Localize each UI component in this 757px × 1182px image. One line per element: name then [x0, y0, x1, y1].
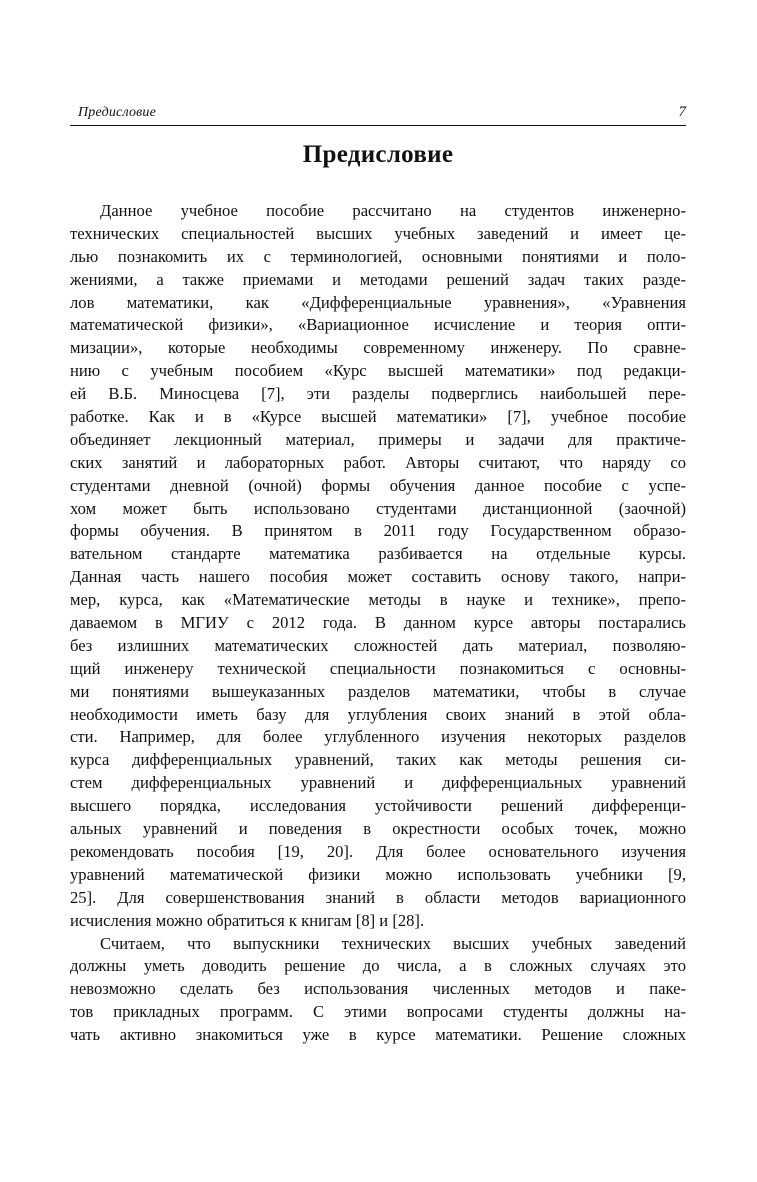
- text-line: ских занятий и лабораторных работ. Авторы считают, что наряду со: [70, 452, 686, 472]
- paragraph: [70, 200, 686, 933]
- text-line: мизации», которые необходимы современному инженеру. По сравне-: [70, 338, 686, 358]
- text-line: Считаем, что выпускники технических высших учебных заведений: [100, 933, 686, 953]
- text-line: тов прикладных программ. С этими вопросами студенты должны на-: [70, 1002, 686, 1022]
- text-line: рекомендовать пособия [19, 20]. Для более основательного изучения: [70, 841, 686, 861]
- text-line: технических специальностей высших учебных заведений и имеет це-: [70, 223, 686, 243]
- text-line: 25]. Для совершенствования знаний в области методов вариационного: [70, 887, 686, 907]
- text-line: должны уметь доводить решение до числа, а в сложных случаях это: [70, 956, 686, 976]
- text-line: нию с учебным пособием «Курс высшей математики» под редакци-: [70, 361, 686, 381]
- text-line: высшего порядка, исследования устойчивости решений дифференци-: [70, 796, 686, 816]
- text-line: ей В.Б. Миносцева [7], эти разделы подверглись наибольшей пере-: [70, 384, 686, 404]
- text-line: необходимости иметь базу для углубления своих знаний в этой обла-: [70, 704, 686, 724]
- text-line: Данное учебное пособие рассчитано на студентов инженерно-: [100, 201, 686, 220]
- text-line: жениями, а также приемами и методами решений задач таких разде-: [70, 269, 686, 289]
- chapter-title: Предисловие: [302, 141, 454, 168]
- text-line: сти. Например, для более углубленного изучения некоторых разделов: [70, 727, 686, 747]
- text-line: курса дифференциальных уравнений, таких как методы решения си-: [70, 750, 686, 770]
- text-line: ми понятиями вышеуказанных разделов математики, чтобы в случае: [70, 681, 686, 701]
- text-line: математической физики», «Вариационное исчисление и теория опти-: [70, 315, 686, 335]
- text-line: уравнений математической физики можно использовать учебники [9,: [70, 864, 686, 884]
- text-line: стем дифференциальных уравнений и дифференциальных уравнений: [70, 773, 686, 793]
- page-number: 7: [678, 104, 686, 120]
- text-line: чать активно знакомиться уже в курсе математики. Решение сложных: [70, 1025, 686, 1045]
- text-line: альных уравнений и поведения в окрестности особых точек, можно: [70, 819, 686, 839]
- running-title: Предисловие: [78, 105, 157, 120]
- body-text: [70, 200, 686, 1047]
- text-line: вательном стандарте математика разбивается на отдельные курсы.: [70, 544, 686, 564]
- text-line: невозможно сделать без использования численных методов и паке-: [70, 979, 686, 999]
- text-line: студентами дневной (очной) формы обучения данное пособие с успе-: [70, 475, 686, 495]
- text-line: лов математики, как «Дифференциальные уравнения», «Уравнения: [70, 292, 686, 312]
- text-line: лью познакомить их с терминологией, основными понятиями и поло-: [70, 246, 686, 266]
- text-line: объединяет лекционный материал, примеры и задачи для практиче-: [70, 429, 686, 449]
- text-line: исчисления можно обратиться к книгам [8] и [28].: [70, 910, 425, 930]
- text-line: работке. Как и в «Курсе высшей математики» [7], учебное пособие: [70, 407, 686, 427]
- running-header: [70, 103, 686, 126]
- text-line: хом может быть использовано студентами дистанционной (заочной): [70, 498, 686, 518]
- text-line: щий инженеру технической специальности познакомиться с основны-: [70, 658, 686, 678]
- text-line: без излишних математических сложностей дать материал, позволяю-: [70, 635, 686, 655]
- text-line: даваемом в МГИУ с 2012 года. В данном курсе авторы постарались: [70, 613, 686, 633]
- text-line: мер, курса, как «Математические методы в науке и технике», препо-: [70, 590, 686, 610]
- paragraph: [70, 933, 686, 1047]
- text-line: формы обучения. В принятом в 2011 году Государственном образо-: [70, 521, 686, 541]
- text-line: Данная часть нашего пособия может составить основу такого, напри-: [70, 567, 686, 587]
